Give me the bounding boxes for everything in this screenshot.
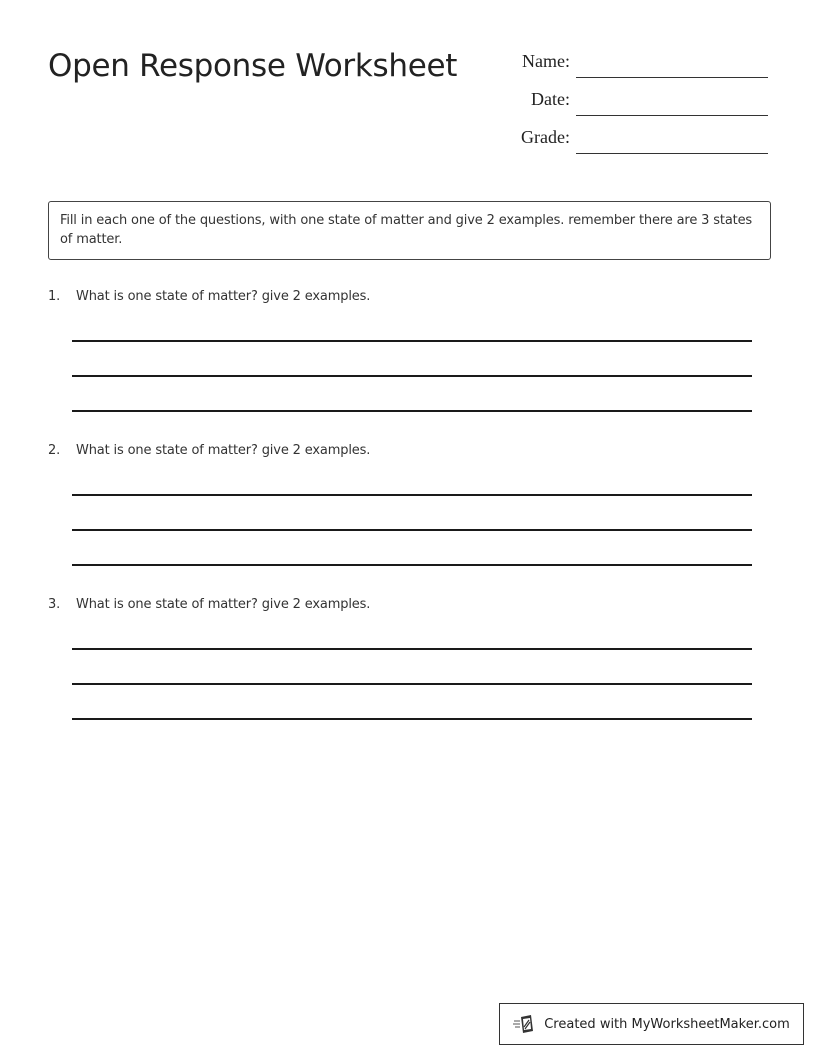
question-number: 3. [48,597,61,612]
footer-text: Created with MyWorksheetMaker.com [544,1016,790,1032]
name-label: Name: [522,51,570,71]
answer-line[interactable] [72,648,752,650]
answer-line[interactable] [72,529,752,531]
question-text: What is one state of matter? give 2 examples. [76,597,371,612]
question-text: What is one state of matter? give 2 examples. [76,443,371,458]
answer-line[interactable] [72,564,752,566]
answer-line[interactable] [72,718,752,720]
question-1 [48,289,752,304]
date-input-line[interactable] [576,115,768,116]
question-number: 1. [48,289,61,304]
page-title: Open Response Worksheet [48,48,458,84]
grade-label: Grade: [521,127,570,147]
instructions-box: Fill in each one of the questions, with one state of matter and give 2 examples. remember there are 3 states of matter. [48,201,771,260]
answer-line[interactable] [72,494,752,496]
worksheet-maker-logo-icon [513,1014,537,1034]
name-input-line[interactable] [576,77,768,78]
footer-badge[interactable] [499,1003,804,1045]
question-text: What is one state of matter? give 2 examples. [76,289,371,304]
answer-line[interactable] [72,683,752,685]
date-field[interactable] [500,86,768,116]
question-3 [48,597,752,612]
grade-input-line[interactable] [576,153,768,154]
answer-line[interactable] [72,340,752,342]
name-field[interactable] [500,48,768,78]
grade-field[interactable] [500,124,768,154]
question-2 [48,443,752,458]
answer-line[interactable] [72,375,752,377]
date-label: Date: [531,89,570,109]
question-number: 2. [48,443,61,458]
answer-line[interactable] [72,410,752,412]
